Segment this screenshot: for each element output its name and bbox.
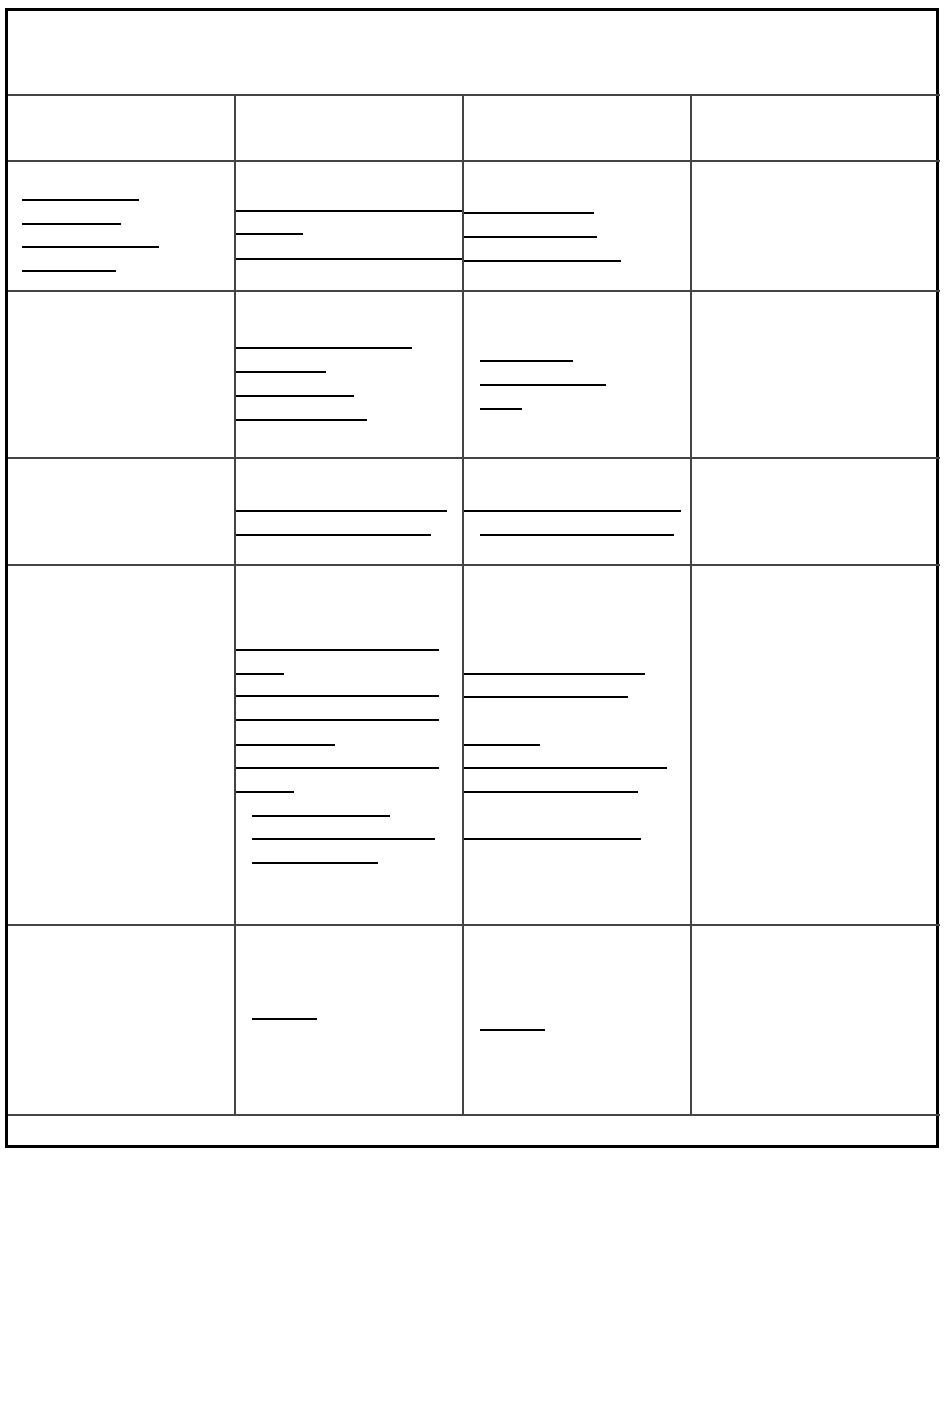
redaction-bar: [236, 210, 462, 212]
redaction-bar: [464, 260, 621, 262]
column-divider-2: [462, 95, 464, 1115]
row-2-divider: [8, 457, 940, 459]
redaction-bar: [480, 1029, 545, 1031]
row-4-divider: [8, 924, 940, 926]
redaction-bar: [480, 534, 674, 536]
row-3-divider: [8, 564, 940, 566]
redaction-bar: [480, 408, 522, 410]
redaction-bar: [22, 270, 116, 272]
redaction-bar: [236, 233, 303, 235]
column-divider-3: [690, 95, 692, 1115]
redaction-bar: [236, 371, 326, 373]
redaction-bar: [236, 767, 439, 769]
redaction-bar: [236, 258, 462, 260]
redaction-bar: [464, 838, 641, 840]
redaction-bar: [252, 815, 390, 817]
redaction-bar: [464, 236, 597, 238]
redaction-bar: [236, 649, 439, 651]
redaction-bar: [236, 719, 439, 721]
redaction-bar: [464, 767, 667, 769]
redaction-bar: [22, 223, 121, 225]
redaction-bar: [252, 862, 378, 864]
redaction-bar: [464, 673, 645, 675]
redaction-bar: [252, 1018, 317, 1020]
column-divider-1: [234, 95, 236, 1115]
redaction-bar: [236, 510, 447, 512]
redaction-bar: [236, 695, 439, 697]
redaction-bar: [464, 212, 594, 214]
row-1-divider: [8, 290, 940, 292]
redaction-bar: [464, 744, 540, 746]
redaction-bar: [464, 696, 628, 698]
redaction-bar: [464, 510, 681, 512]
redaction-bar: [480, 384, 606, 386]
redaction-bar: [236, 744, 335, 746]
redaction-bar: [236, 395, 354, 397]
redaction-bar: [236, 673, 284, 675]
redaction-bar: [480, 360, 573, 362]
header-row-divider: [8, 160, 940, 162]
redaction-bar: [236, 791, 294, 793]
redaction-bar: [22, 246, 159, 248]
row-5-divider: [8, 1114, 940, 1116]
form-table: [5, 8, 939, 1148]
redaction-bar: [464, 791, 638, 793]
redaction-bar: [236, 347, 412, 349]
redaction-bar: [236, 419, 367, 421]
redaction-bar: [252, 838, 435, 840]
redaction-bar: [22, 199, 139, 201]
title-row-divider: [8, 94, 940, 96]
redaction-bar: [236, 534, 431, 536]
